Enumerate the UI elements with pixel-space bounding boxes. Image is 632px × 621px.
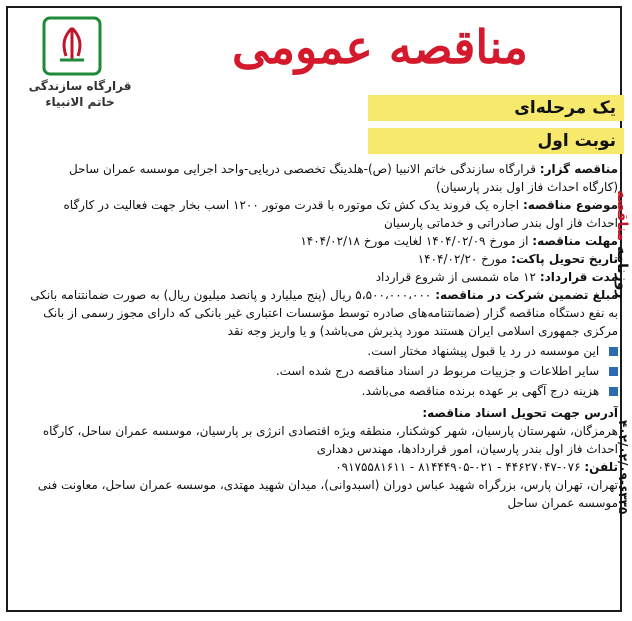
bullet-item — [30, 382, 618, 400]
delivery-label: تاریخ تحویل پاکت: — [511, 252, 618, 266]
round-band: نوبت اول — [368, 128, 624, 154]
bullet-text: این موسسه در رد یا قبول پیشنهاد مختار است. — [367, 344, 600, 358]
guarantee-row — [30, 286, 618, 340]
notice-body — [30, 160, 618, 512]
contract-label: مدت قرارداد: — [539, 270, 618, 284]
subject-value: اجاره یک فروند یدک کش تک موتوره با قدرت موتور ۱۲۰۰ اسب بخار جهت فعالیت در کارگاه احداث فاز اول بندر صادراتی و خدماتی پارسیان — [63, 198, 618, 230]
side-publication-label: روزنامه — [614, 245, 630, 299]
bullet-item — [30, 342, 618, 360]
guarantee-label: مبلغ تضمین شرکت در مناقصه: — [435, 288, 618, 302]
notice-title: مناقصه عمومی — [232, 20, 528, 74]
phone-label: تلفن: — [584, 460, 618, 474]
subject-row — [30, 196, 618, 232]
address-primary: هرمزگان، شهرستان پارسیان، شهر کوشکنار، منطقه ویژه اقتصادی انرژی بر پارسیان، موسسه عمران ساحل، کارگاه احداث فاز اول بندر پارسیان، امور قراردادها، مهندس دهداری — [42, 424, 618, 456]
phone-numbers: ۰۷۶-۴۴۶۲۷۰۴۷ - ۰۲۱-۸۱۴۴۴۹۰۵ - ۰۹۱۷۵۵۸۱۶۱۱ — [335, 460, 581, 474]
iran-emblem-icon — [42, 16, 102, 76]
bullet-square-icon — [609, 367, 618, 376]
subject-label: موضوع مناقصه: — [522, 198, 618, 212]
deadline-row — [30, 232, 618, 250]
side-code-date: ۴۰۲/۰۲/۰۹-۶۳۳۵ — [616, 420, 630, 515]
phone-row — [30, 458, 618, 476]
deadline-label: مهلت مناقصه: — [532, 234, 618, 248]
bullet-item — [30, 362, 618, 380]
tender-holder-value: قرارگاه سازندگی خاتم الانبیا (ص)-هلدینگ تخصصی دریایی-واحد اجرایی موسسه عمران ساحل (کارگاه احداث فاز اول بندر پارسیان) — [68, 162, 618, 194]
org-logo — [20, 16, 140, 146]
org-logo-text: قرارگاه سازندگی خاتم الانبیاء — [28, 79, 132, 109]
bullet-text: هزینه درج آگهی بر عهده برنده مناقصه می‌باشد. — [361, 384, 600, 398]
delivery-row — [30, 250, 618, 268]
delivery-value: مورخ ۱۴۰۴/۰۲/۲۰ — [417, 252, 508, 266]
deadline-value: از مورخ ۱۴۰۴/۰۲/۰۹ لغایت مورخ ۱۴۰۴/۰۲/۱۸ — [300, 234, 529, 248]
stage-band: یک مرحله‌ای — [368, 95, 624, 121]
contract-value: ۱۲ ماه شمسی از شروع قرارداد — [375, 270, 536, 284]
address-secondary: تهران، تهران پارس، بزرگراه شهید عباس دوران (اسبدوانی)، میدان شهید مهتدی، موسسه عمران ساحل، معاونت فنی موسسه عمران ساحل — [37, 478, 618, 510]
tender-holder-label: مناقصه گزار: — [539, 162, 618, 176]
bullet-square-icon — [609, 387, 618, 396]
side-publication-name: مناقصه — [614, 190, 630, 242]
address-label: آدرس جهت تحویل اسناد مناقصه: — [422, 406, 618, 420]
bullet-text: سایر اطلاعات و جزییات مربوط در اسناد مناقصه درج شده است. — [275, 364, 600, 378]
bullet-square-icon — [609, 347, 618, 356]
tender-holder-row — [30, 160, 618, 196]
guarantee-value: ۵،۵۰۰،۰۰۰،۰۰۰ ریال (پنج میلیارد و پانصد میلیون ریال) به صورت ضمانتنامه بانکی به نفع دستگاه مناقصه گزار (ضمانتنامه‌های صادره توسط مؤسسات اعتباری غیر بانکی که دارای مجوز رسمی از بانک مرکزی جمهوری اسلامی ایران هستند مورد پذیرش می‌باشد) و یا واریز وجه نقد — [30, 288, 618, 338]
contract-row — [30, 268, 618, 286]
